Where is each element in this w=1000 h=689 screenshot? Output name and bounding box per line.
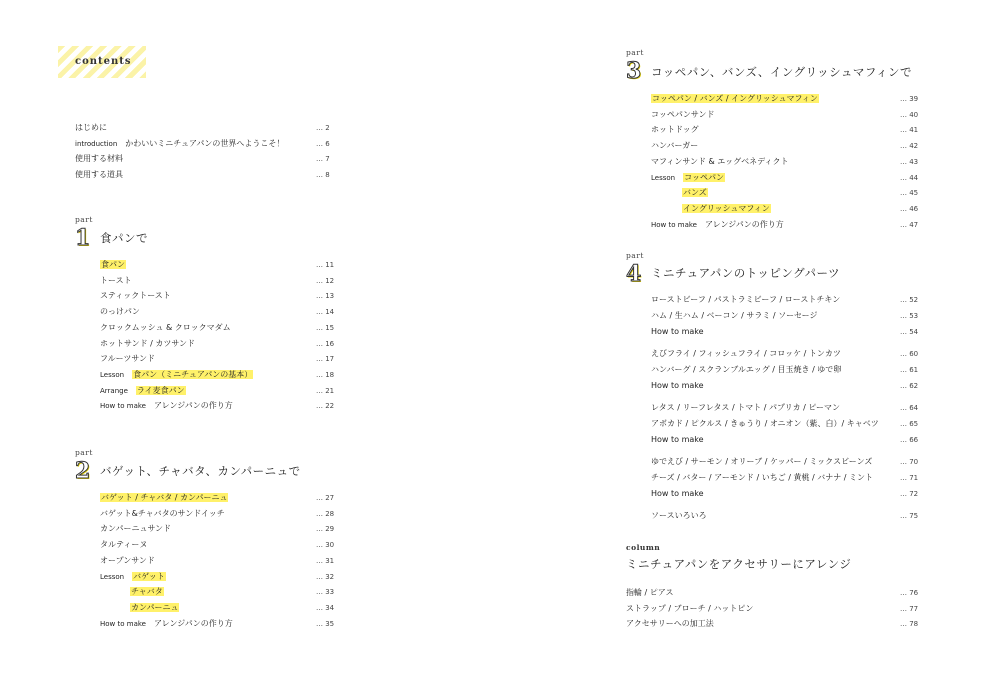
- toc-entry-title-wrap: [100, 258, 126, 272]
- toc-entry-title-wrap: [651, 363, 841, 377]
- toc-entry-title-wrap: [651, 123, 699, 137]
- toc-entry-prefix: Lesson: [100, 370, 125, 379]
- toc-entry-page: … 53: [900, 312, 919, 320]
- contents-title: contents: [75, 56, 132, 67]
- part-number-1: 1: [75, 225, 91, 251]
- toc-entry: [100, 274, 346, 288]
- toc-entry-title-wrap: [651, 379, 704, 393]
- toc-entry-title: アボカド / ピクルス / きゅうり / オニオン（紫、白）/ キャベツ: [651, 419, 879, 428]
- toc-entry-page: … 78: [900, 620, 919, 628]
- toc-entry-title-wrap: [651, 325, 704, 339]
- toc-entry-prefix: How to make: [100, 619, 146, 628]
- toc-entry-title: スティックトースト: [100, 291, 171, 301]
- toc-entry-page: … 11: [316, 261, 335, 269]
- toc-entry: [75, 152, 346, 166]
- toc-entry-page: … 76: [900, 589, 919, 597]
- toc-entry-page: … 29: [316, 525, 335, 534]
- toc-entry-title-wrap: [100, 522, 171, 536]
- toc-entry-page: … 46: [900, 204, 919, 213]
- toc-entry-page: … 33: [316, 588, 335, 597]
- toc-entry-page: … 35: [316, 619, 335, 628]
- toc-entry-title-wrap: [626, 586, 673, 600]
- toc-entry: [100, 399, 346, 413]
- toc-entry-title-wrap: [651, 509, 707, 523]
- toc-entry-page: … 41: [900, 126, 919, 135]
- toc-entry: [651, 417, 930, 431]
- column-label: column: [626, 543, 661, 552]
- toc-entry-title-wrap: [651, 433, 704, 447]
- toc-entry: [651, 325, 930, 339]
- toc-entry-page: … 72: [900, 490, 919, 498]
- toc-entry: [651, 92, 930, 106]
- toc-entry-page: … 77: [900, 604, 919, 613]
- toc-entry: [651, 218, 930, 232]
- toc-entry-title: 使用する材料: [75, 154, 123, 164]
- toc-entry-title: ホットサンド / カツサンド: [100, 338, 195, 348]
- toc-entry-title: カンパーニュサンド: [100, 524, 172, 534]
- toc-entry-title-wrap: [651, 92, 819, 106]
- toc-entry-title-wrap: [651, 417, 879, 431]
- toc-entry-prefix: Lesson: [100, 572, 125, 581]
- toc-entry: [75, 168, 346, 182]
- toc-entry-prefix: How to make: [100, 402, 146, 411]
- toc-entry: [100, 617, 346, 631]
- toc-entry: [651, 139, 930, 153]
- toc-entry-page: … 22: [316, 402, 335, 411]
- toc-entry: [626, 617, 930, 631]
- toc-entry-page: … 27: [316, 494, 335, 502]
- toc-entry-title: 指輪 / ピアス: [626, 588, 674, 597]
- toc-entry: [651, 455, 930, 469]
- toc-entry-title: アレンジパンの作り方: [153, 618, 233, 628]
- part-title-4: ミニチュアパンのトッピングパーツ: [651, 266, 841, 280]
- toc-entry-title: レタス / リーフレタス / トマト / パプリカ / ピーマン: [651, 403, 841, 412]
- toc-entry-title-wrap: [651, 347, 841, 361]
- toc-entry: [651, 309, 930, 323]
- toc-entry-title-wrap: [100, 538, 147, 552]
- toc-entry-page: … 44: [900, 173, 919, 182]
- toc-entry-title-wrap: [100, 352, 155, 366]
- toc-entry: [100, 321, 346, 335]
- toc-entry-title-wrap: [100, 399, 233, 413]
- part-number-2: 2: [75, 458, 91, 484]
- toc-entry-title: How to make: [651, 435, 704, 444]
- toc-entry-page: … 60: [900, 350, 919, 358]
- toc-entry: [651, 401, 930, 415]
- toc-entry-title-wrap: [100, 321, 231, 335]
- toc-entry-title-wrap: [100, 274, 132, 288]
- toc-entry-title-wrap: [100, 554, 155, 568]
- toc-entry-title: クロックムッシュ & クロックマダム: [100, 322, 231, 332]
- toc-entry-title: チャバタ: [131, 587, 163, 597]
- toc-entry-page: … 71: [900, 474, 919, 482]
- toc-entry-title: コッペパン / バンズ / イングリッシュマフィン: [652, 94, 818, 103]
- toc-entry-title: はじめに: [75, 123, 107, 132]
- toc-entry-page: … 14: [316, 308, 335, 317]
- toc-entry: [651, 108, 930, 122]
- toc-entry-page: … 75: [900, 512, 919, 520]
- toc-entry-page: … 13: [316, 292, 335, 301]
- toc-entry-title: バゲット / チャバタ / カンパーニュ: [101, 493, 228, 502]
- part-title-1: 食パンで: [100, 231, 148, 245]
- toc-entry-title-wrap: [100, 337, 195, 351]
- toc-entry-title: ゆでえび / サーモン / オリーブ / ケッパー / ミックスビーンズ: [651, 457, 873, 466]
- toc-entry-title: トースト: [100, 275, 132, 285]
- toc-entry-page: … 66: [900, 436, 919, 444]
- toc-entry: [651, 379, 930, 393]
- toc-entry-title: のっけパン: [100, 307, 140, 317]
- toc-entry-title: えびフライ / フィッシュフライ / コロッケ / トンカツ: [651, 349, 841, 358]
- toc-entry-title-wrap: [75, 121, 107, 135]
- toc-entry-title: コッペパンサンド: [651, 109, 715, 119]
- toc-entry-title-wrap: [100, 507, 225, 521]
- toc-entry-page: … 43: [900, 157, 919, 166]
- toc-entry-page: … 21: [316, 386, 335, 395]
- part-title-3: コッペパン、バンズ、イングリッシュマフィンで: [651, 65, 913, 79]
- toc-entry-title-wrap: [100, 617, 233, 631]
- toc-entry-title: かわいいミニチュアパンの世界へようこそ！: [125, 138, 285, 148]
- toc-entry: [100, 352, 346, 366]
- toc-entry: [651, 123, 930, 137]
- toc-entry-prefix: Arrange: [100, 386, 128, 395]
- toc-entry-title-wrap: [626, 617, 714, 631]
- toc-entry-page: … 12: [316, 276, 335, 285]
- toc-entry-page: … 64: [900, 404, 919, 412]
- toc-entry-title-wrap: [75, 137, 284, 151]
- toc-entry-title-wrap: [651, 108, 714, 122]
- toc-entry-title-wrap: [651, 139, 698, 153]
- toc-entry: [100, 384, 346, 398]
- toc-entry-page: … 45: [900, 189, 919, 198]
- toc-entry: [651, 509, 930, 523]
- toc-entry-title: How to make: [651, 327, 704, 336]
- toc-entry-title-wrap: [130, 585, 164, 599]
- toc-entry: [100, 570, 346, 584]
- toc-entry-title: オープンサンド: [100, 555, 155, 565]
- part-title-2: バゲット、チャバタ、カンパーニュで: [100, 464, 301, 478]
- toc-entry: [651, 155, 930, 169]
- toc-entry-title: カンパーニュ: [131, 602, 179, 612]
- toc-entry-prefix: introduction: [75, 139, 118, 148]
- toc-entry: [651, 433, 930, 447]
- toc-entry-title-wrap: [100, 570, 166, 584]
- toc-entry: [100, 585, 346, 599]
- toc-entry-title-wrap: [100, 368, 253, 382]
- toc-entry: [651, 293, 930, 307]
- toc-entry-title: ハンバーグ / スクランブルエッグ / 目玉焼き / ゆで卵: [651, 365, 842, 374]
- toc-entry: [651, 363, 930, 377]
- toc-entry: [651, 487, 930, 501]
- toc-entry-title: アレンジパンの作り方: [153, 401, 233, 411]
- toc-entry-title-wrap: [651, 293, 840, 307]
- toc-entry-page: … 40: [900, 110, 919, 119]
- toc-entry-page: … 42: [900, 142, 919, 151]
- toc-entry: [100, 258, 346, 272]
- part-number-4: 4: [626, 261, 642, 287]
- part-label-3: part: [626, 48, 644, 57]
- toc-entry-title: ソースいろいろ: [651, 511, 707, 520]
- toc-entry-title-wrap: [100, 384, 186, 398]
- toc-entry-title: ハンバーガー: [651, 141, 699, 151]
- toc-entry-title-wrap: [651, 471, 873, 485]
- toc-entry: [100, 305, 346, 319]
- toc-entry-title-wrap: [651, 171, 725, 185]
- toc-entry: [626, 602, 930, 616]
- toc-entry-title: How to make: [651, 489, 704, 498]
- toc-entry-page: … 32: [316, 572, 335, 581]
- toc-entry: [75, 137, 346, 151]
- toc-entry-title: マフィンサンド & エッグベネディクト: [651, 156, 789, 166]
- toc-entry-title-wrap: [130, 601, 179, 615]
- toc-entry-title: ハム / 生ハム / ベーコン / サラミ / ソーセージ: [651, 311, 818, 320]
- toc-entry-title: フルーツサンド: [100, 354, 155, 364]
- part-label-1: part: [75, 215, 93, 224]
- toc-entry-page: … 8: [316, 171, 330, 180]
- toc-entry-title-wrap: [651, 487, 704, 501]
- toc-entry: [100, 491, 346, 505]
- toc-entry-title: バゲット: [133, 571, 165, 581]
- toc-entry-page: … 39: [900, 95, 919, 103]
- toc-entry-page: … 30: [316, 541, 335, 550]
- toc-entry-title: アクセサリーへの加工法: [626, 619, 714, 628]
- toc-entry-title-wrap: [651, 218, 784, 232]
- toc-entry-title-wrap: [75, 152, 123, 166]
- toc-entry-title: イングリッシュマフィン: [683, 203, 770, 213]
- part-label-2: part: [75, 448, 93, 457]
- toc-entry-page: … 47: [900, 220, 919, 229]
- toc-entry-prefix: Lesson: [651, 173, 676, 182]
- toc-entry-page: … 70: [900, 458, 919, 466]
- toc-entry-page: … 18: [316, 370, 335, 379]
- toc-entry: [100, 601, 346, 615]
- toc-entry: [100, 368, 346, 382]
- toc-entry-title: チーズ / バター / アーモンド / いちご / 黄桃 / バナナ / ミント: [651, 473, 874, 482]
- toc-entry: [651, 202, 930, 216]
- toc-entry: [651, 171, 930, 185]
- toc-entry: [100, 507, 346, 521]
- toc-entry-title-wrap: [651, 155, 788, 169]
- toc-entry: [100, 554, 346, 568]
- part-number-3: 3: [626, 58, 642, 84]
- toc-entry-page: … 34: [316, 603, 335, 612]
- toc-entry-page: … 65: [900, 420, 919, 428]
- toc-entry-title-wrap: [75, 168, 123, 182]
- toc-entry-title: コッペパン: [684, 172, 724, 182]
- toc-entry-title: アレンジパンの作り方: [704, 219, 784, 229]
- toc-entry-page: … 15: [316, 323, 335, 332]
- toc-entry-title: ストラップ / ブローチ / ハットピン: [626, 603, 754, 613]
- toc-entry-page: … 28: [316, 509, 335, 518]
- toc-entry-page: … 2: [316, 124, 330, 132]
- column-title: ミニチュアパンをアクセサリーにアレンジ: [626, 557, 852, 571]
- toc-entry-title-wrap: [651, 401, 840, 415]
- toc-entry: [651, 347, 930, 361]
- toc-entry-title: 使用する道具: [75, 170, 123, 180]
- toc-entry-title: 食パン: [101, 260, 125, 269]
- toc-entry-title: タルティーヌ: [100, 540, 148, 550]
- toc-entry-page: … 52: [900, 296, 919, 304]
- toc-entry-title-wrap: [682, 186, 708, 200]
- toc-entry-page: … 54: [900, 328, 919, 336]
- toc-entry: [100, 538, 346, 552]
- toc-entry-title: 食パン（ミニチュアパンの基本）: [133, 369, 253, 379]
- toc-entry: [100, 337, 346, 351]
- toc-entry: [100, 289, 346, 303]
- toc-entry: [100, 522, 346, 536]
- toc-entry-title: How to make: [651, 381, 704, 390]
- toc-entry-page: … 31: [316, 556, 335, 565]
- toc-entry: [626, 586, 930, 600]
- toc-entry-title-wrap: [626, 602, 753, 616]
- toc-entry-title: ライ麦食パン: [136, 385, 185, 395]
- toc-entry-title: ホットドッグ: [651, 125, 699, 135]
- toc-entry-title-wrap: [100, 305, 140, 319]
- toc-entry-prefix: How to make: [651, 220, 697, 229]
- toc-entry-title: バゲット&チャバタのサンドイッチ: [100, 508, 225, 518]
- toc-entry: [651, 186, 930, 200]
- toc-entry-page: … 16: [316, 339, 335, 348]
- toc-entry-title-wrap: [651, 309, 817, 323]
- right-page: [500, 0, 1000, 689]
- toc-entry-page: … 62: [900, 382, 919, 390]
- toc-entry-page: … 61: [900, 366, 919, 374]
- toc-entry: [651, 471, 930, 485]
- toc-entry-page: … 6: [316, 139, 330, 148]
- toc-entry-title-wrap: [651, 455, 872, 469]
- part-label-4: part: [626, 251, 644, 260]
- toc-entry: [75, 121, 346, 135]
- toc-entry-title: バンズ: [683, 188, 707, 198]
- toc-entry-title: ローストビーフ / パストラミビーフ / ローストチキン: [651, 295, 841, 304]
- toc-entry-page: … 17: [316, 355, 335, 364]
- toc-entry-title-wrap: [100, 289, 171, 303]
- toc-entry-title-wrap: [682, 202, 771, 216]
- toc-entry-page: … 7: [316, 155, 330, 164]
- toc-entry-title-wrap: [100, 491, 228, 505]
